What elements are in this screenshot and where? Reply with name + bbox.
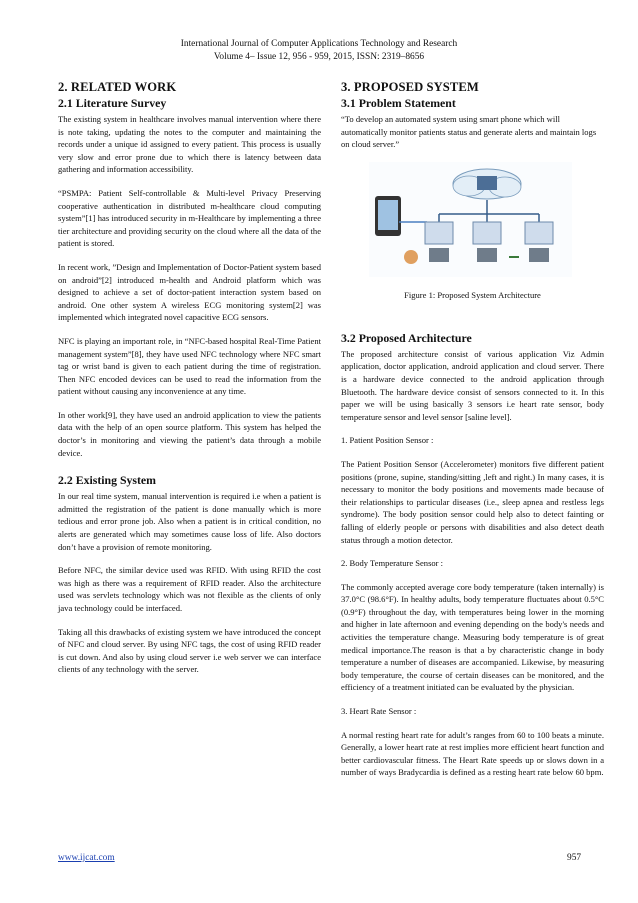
page-number: 957 — [567, 853, 582, 863]
paragraph: The commonly accepted average core body temperature (taken internally) is 37.0°C (98.6°F). In healthy adults, body temperature fluctuates about 0.5°C (0.9°F) throughout the day, with temperatures being lower in the morning and higher in late afternoon and evening depending on the body's needs and activities the temperature change. Measuring body temperature is of great medical importance.The reason is that a by characteristic change in body temperature a number of diseases are accompanied. Likewise, by measuring body temperature, the course of certain diseases can be monitored, and the efficiency of a treatment initiated can be evaluated by the physician. — [341, 581, 604, 693]
paragraph: NFC is playing an important role, in “NFC-based hospital Real-Time Patient management system”[8], they have used NFC technology where NFC smart tag or wrist band is given to each patient during the time of registration. Then NFC encoded devices can be used to read the information from the patient without causing any inconvenience at any time. — [58, 335, 321, 397]
paragraph: The Patient Position Sensor (Accelerometer) monitors five different patient positions (prone, supine, standing/sitting ,left and right.) In many cases, it is necessary to monitor the body positions and movements made because of their relationships to particular diseases (i.e., sleep apnea and restless legs syndrome). The body position sensor could help also to detect fainting or falling of elderly people or persons with disabilities and also detect death status through a motion detector. — [341, 458, 604, 545]
paragraph: In recent work, ”Design and Implementation of Doctor-Patient system based on android”[2] introduced m-health and Android platform which was designed to achieve a set of doctor-patient interaction system based on android. One other system A wireless ECG monitoring system[2] was implemented which integrated novel capacitive ECG sensors. — [58, 261, 321, 323]
journal-header — [0, 38, 638, 64]
paragraph: The existing system in healthcare involves manual intervention where there is note taking, updating the notes to the computer and maintaining the records under a unique id assigned to every patient. This process is usually very slow and error prone due to which there is latency between data gathering and information accessibility. — [58, 114, 321, 175]
left-column — [58, 80, 321, 687]
right-column — [341, 80, 604, 790]
journal-title: International Journal of Computer Applications Technology and Research — [180, 39, 458, 49]
list-item-heading: 3. Heart Rate Sensor : — [341, 706, 417, 717]
paragraph: Before NFC, the similar device used was RFID. With using RFID the cost was high as there was a requirement of RFID reader. Also the architecture used was servlets technology which was not flexible as the clients of only java technology could be interfaced. — [58, 565, 321, 613]
list-item-heading: 1. Patient Position Sensor : — [341, 435, 434, 446]
subsection-problem-statement-heading: 3.1 Problem Statement — [341, 96, 456, 110]
list-item-heading: 2. Body Temperature Sensor : — [341, 558, 444, 569]
paragraph: In other work[9], they have used an android application to view the patients data with the help of an open source platform. This system has helped the doctor’s in monitoring and viewing the patient’s data through a mobile device. — [58, 409, 321, 458]
paragraph: A normal resting heart rate for adult’s ranges from 60 to 100 beats a minute. Generally, a lower heart rate at rest implies more efficient heart function and better cardiovascular fitness. The Heart Rate speeds up or slows down in a number of ways Bradycardia is defined as a resting heart rate below 60 bpm. — [341, 729, 604, 778]
subsection-proposed-architecture-heading: 3.2 Proposed Architecture — [341, 330, 472, 345]
paragraph: In our real time system, manual intervention is required i.e when a patient is admitted the registration of the patient is done manually which is more tedious and error prone job. Also when a patient is in critical condition, no alerts are generated which may sometimes cause loss of life. Also doctors don’t have a provision of remote monitoring. — [58, 491, 321, 552]
architecture-figure — [369, 162, 572, 277]
paragraph: “PSMPA: Patient Self-controllable & Multi-level Privacy Preserving cooperative authentication in distributed m-healthcare cloud computing system”[1] has introduced security in m-Healthcare by implementing a three tier architecture and providing security on the cloud where all the data of the patient is stored. — [58, 187, 321, 249]
subsection-existing-system-heading: 2.2 Existing System — [58, 473, 156, 488]
paragraph: Taking all this drawbacks of existing system we have introduced the concept of NFC and cloud server. By using NFC tags, the cost of using RFID reader is cut down. And also by using cloud server i.e web server we can interface clients of any technology with the server. — [58, 626, 321, 675]
paragraph: The proposed architecture consist of various application Viz Admin application, doctor application, android application and cloud server. There is a hardware device connected to the android application through Bluetooth. The hardware device consist of sensors connected to it. In this paper we will be using basically 3 sensors i.e heart rate sensor, body temperature sensor and level sensor [saline level]. — [341, 348, 604, 422]
architecture-diagram-image — [369, 162, 572, 277]
footer-url-link[interactable]: www.ijcat.com — [58, 853, 115, 863]
journal-issue: Volume 4– Issue 12, 956 - 959, 2015, ISSN: 2319–8656 — [213, 52, 425, 62]
subsection-literature-survey-heading: 2.1 Literature Survey — [58, 96, 167, 110]
section-related-work-heading: 2. RELATED WORK — [58, 80, 177, 94]
figure-caption: Figure 1: Proposed System Architecture — [404, 289, 541, 300]
section-proposed-system-heading: 3. PROPOSED SYSTEM — [341, 80, 479, 94]
paragraph: “To develop an automated system using smart phone which will automatically monitor patients status and generate alerts and maintain logs on cloud server.” — [341, 114, 597, 150]
